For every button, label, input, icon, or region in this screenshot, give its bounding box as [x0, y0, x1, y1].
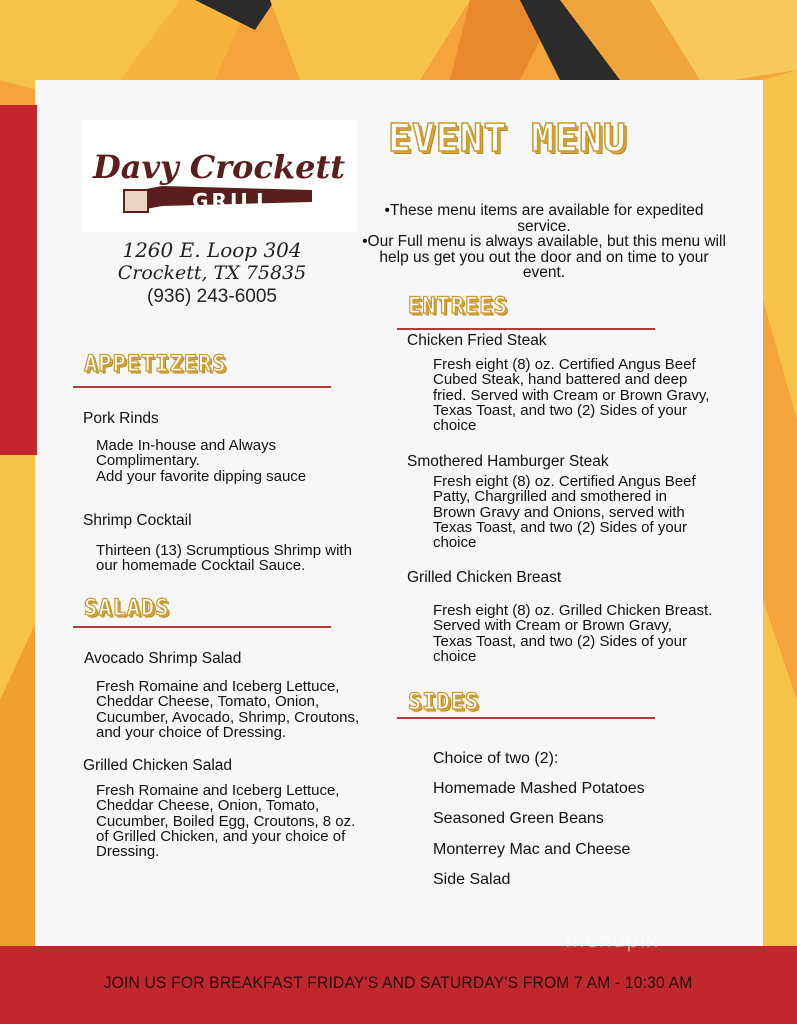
item-name-grilled-chicken-breast: Grilled Chicken Breast [407, 569, 562, 586]
menu-title: EVENT MENU [388, 116, 627, 160]
side-item: Monterrey Mac and Cheese [433, 841, 631, 858]
item-name-grilled-chicken-salad: Grilled Chicken Salad [83, 757, 233, 774]
left-red-strip [0, 105, 37, 455]
item-desc-grilled-chicken-salad: Fresh Romaine and Iceberg Lettuce, Cheddar Cheese, Onion, Tomato, Cucumber, Boiled Egg, Croutons, 8 oz. of Grilled Chicken, and your choice of Dressing. [96, 782, 356, 861]
entrees-heading: ENTREES [408, 294, 508, 319]
watermark: menupix [565, 928, 660, 952]
appetizers-heading: APPETIZERS [84, 352, 227, 377]
logo-text-grill: GRILL [192, 189, 272, 213]
entrees-rule [397, 328, 655, 330]
footer-text: JOIN US FOR BREAKFAST FRIDAY'S AND SATURDAY'S FROM 7 AM - 10:30 AM [104, 973, 693, 992]
item-desc-chicken-fried-steak: Fresh eight (8) oz. Certified Angus Beef Cubed Steak, hand battered and deep fried. Served with Cream or Brown Gravy, Texas Toast, and two (2) Sides of your choice [433, 356, 710, 435]
address-street: 1260 E. Loop 304 [122, 238, 302, 262]
logo-text-name: Davy Crockett [92, 148, 346, 186]
sides-heading: SIDES [408, 690, 480, 715]
side-item: Homemade Mashed Potatoes [433, 780, 645, 797]
note-full-menu: •Our Full menu is always available, but this menu will help us get you out the door and on time to your event. [362, 233, 726, 281]
item-name-smothered-hamburger-steak: Smothered Hamburger Steak [407, 453, 609, 470]
item-desc-smothered-hamburger-steak: Fresh eight (8) oz. Certified Angus Beef Patty, Chargrilled and smothered in Brown Gravy and Onions, served with Texas Toast, and two (2) Sides of your choice [433, 473, 696, 552]
item-name-chicken-fried-steak: Chicken Fried Steak [407, 332, 547, 349]
footer-banner [0, 946, 797, 1024]
note-expedited: •These menu items are available for expedited service. [384, 202, 704, 235]
salads-rule [73, 626, 331, 628]
restaurant-logo [82, 120, 357, 232]
item-name-shrimp-cocktail: Shrimp Cocktail [83, 512, 192, 529]
appetizers-rule [73, 386, 331, 388]
item-name-pork-rinds: Pork Rinds [83, 410, 159, 427]
item-desc-avocado-shrimp-salad: Fresh Romaine and Iceberg Lettuce, Cheddar Cheese, Tomato, Onion, Cucumber, Avocado, Shrimp, Croutons, and your choice of Dressing. [96, 678, 360, 741]
item-desc-shrimp-cocktail: Thirteen (13) Scrumptious Shrimp with our homemade Cocktail Sauce. [96, 542, 352, 575]
salads-heading: SALADS [84, 596, 170, 621]
logo-graphic [82, 120, 357, 232]
menu-notes [362, 203, 726, 281]
side-item: Side Salad [433, 871, 511, 888]
sides-rule [397, 717, 655, 719]
item-desc-grilled-chicken-breast: Fresh eight (8) oz. Grilled Chicken Breast. Served with Cream or Brown Gravy, Texas Toast, and two (2) Sides of your choice [433, 602, 713, 665]
side-item: Seasoned Green Beans [433, 810, 604, 827]
sides-intro: Choice of two (2): [433, 750, 559, 767]
item-name-avocado-shrimp-salad: Avocado Shrimp Salad [84, 650, 242, 667]
item-desc-pork-rinds: Made In-house and Always Complimentary. Add your favorite dipping sauce [96, 437, 307, 485]
address-city: Crockett, TX 75835 [117, 262, 307, 284]
phone-number: (936) 243-6005 [147, 286, 277, 307]
